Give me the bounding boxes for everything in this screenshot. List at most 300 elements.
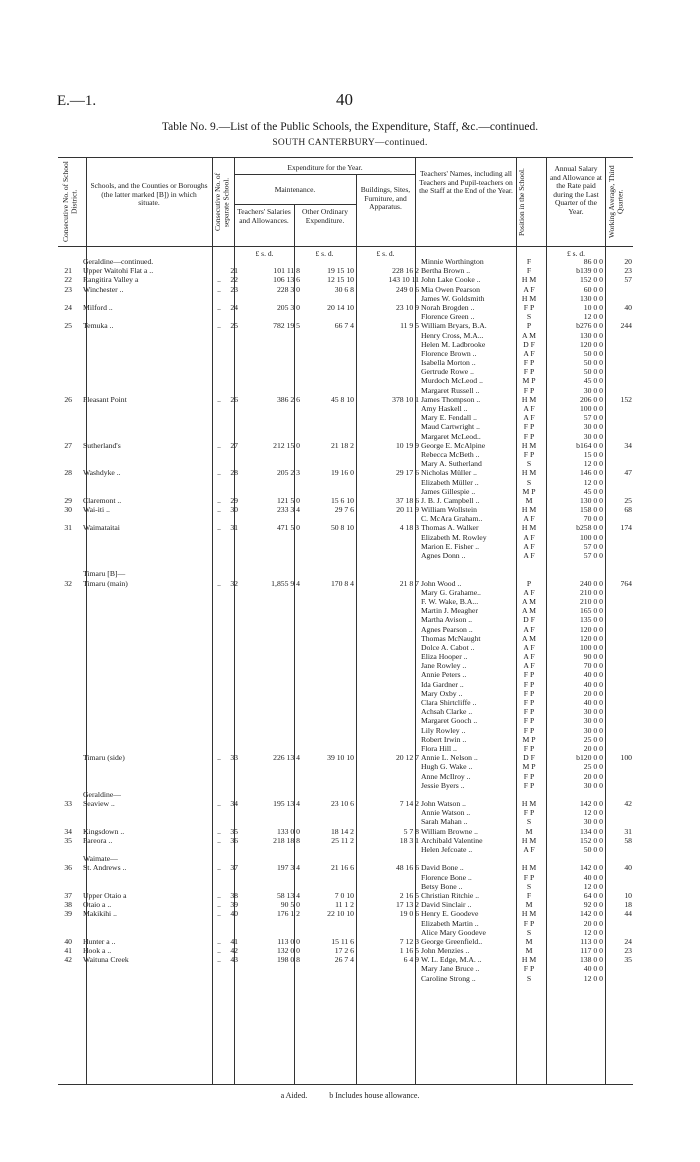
teacher-name: Rebecca McBeth .. [421, 449, 480, 459]
buildings-cell: 6 4 9 [403, 955, 419, 965]
leader-dots: .. [217, 468, 221, 478]
teachers-salaries-cell: 471 5 0 [276, 523, 300, 533]
annual-salary-cell: 130 0 0 [579, 330, 603, 340]
position-cell: F P [523, 872, 535, 882]
teacher-name: Henry E. Goodeve [421, 909, 479, 919]
buildings-cell: 37 18 6 [395, 495, 419, 505]
other-expenditure-cell: 12 15 10 [327, 275, 354, 285]
teacher-name: Norah Brogden .. [421, 302, 475, 312]
annual-salary-cell: 15 0 0 [583, 449, 603, 459]
working-average-cell: 42 [624, 799, 632, 809]
teachers-salaries-cell: 121 5 0 [276, 495, 300, 505]
consec-school-no: 39 [230, 900, 238, 910]
teacher-name: John Menzies .. [421, 946, 470, 956]
annual-salary-cell: 142 0 0 [579, 909, 603, 919]
teacher-name: Florence Green .. [421, 312, 475, 322]
consec-district-no: 27 [64, 440, 72, 450]
school-name: Sutherland's [83, 440, 121, 450]
consec-school-no: 40 [230, 909, 238, 919]
teacher-name: John Lake Cooke .. [421, 275, 481, 285]
working-average-cell: 174 [620, 523, 632, 533]
position-cell: H M [521, 835, 537, 845]
teacher-name: Agnes Donn .. [421, 551, 466, 560]
table-row [58, 762, 633, 771]
position-cell: A F [523, 284, 535, 294]
annual-salary-cell: 206 0 0 [579, 394, 603, 404]
position-cell: A M [522, 606, 536, 616]
position-cell: F P [523, 367, 535, 377]
teacher-name: Elizabeth Müller .. [421, 477, 479, 487]
consec-district-no: 40 [64, 936, 72, 946]
table-body [58, 257, 633, 983]
leader-dots: .. [217, 835, 221, 845]
leader-dots: .. [217, 753, 221, 763]
teachers-salaries-cell: 101 11 8 [273, 266, 300, 276]
teacher-name: Sarah Mahan .. [421, 817, 468, 827]
other-expenditure-cell: 17 2 6 [334, 946, 354, 956]
annual-salary-cell: 86 0 0 [583, 257, 603, 266]
consec-district-no: 30 [64, 505, 72, 515]
school-name: Rangitira Valley a [83, 275, 139, 285]
position-cell: D F [523, 615, 535, 625]
teacher-name: George E. McAlpine [421, 440, 486, 450]
position-cell: F P [523, 743, 535, 753]
consec-school-no: 36 [230, 835, 238, 845]
table-row [58, 854, 633, 863]
table-row [58, 478, 633, 487]
annual-salary-cell: 142 0 0 [579, 863, 603, 873]
consec-district-no: 38 [64, 900, 72, 910]
table-row [58, 919, 633, 928]
consec-district-no: 37 [64, 890, 72, 900]
annual-salary-cell: 30 0 0 [583, 725, 603, 735]
header-expenditure: Expenditure for the Year. [287, 163, 363, 172]
leader-dots: .. [217, 394, 221, 404]
teachers-salaries-cell: 218 18 8 [273, 835, 300, 845]
consec-school-no: 29 [230, 495, 238, 505]
working-average-cell: 764 [620, 578, 632, 588]
table-row [58, 680, 633, 689]
annual-salary-cell: 152 0 0 [579, 275, 603, 285]
position-cell: F P [523, 679, 535, 689]
annual-salary-cell: 100 0 0 [579, 404, 603, 413]
annual-salary-cell: 64 0 0 [583, 890, 603, 900]
position-cell: H M [521, 799, 537, 809]
annual-salary-cell: 165 0 0 [579, 606, 603, 616]
teacher-name: Annie L. Nelson .. [421, 753, 478, 763]
position-cell: H M [521, 909, 537, 919]
position-cell: F P [523, 422, 535, 432]
annual-salary-cell: 70 0 0 [583, 514, 603, 524]
teacher-name: Florence Brown .. [421, 348, 477, 358]
consec-school-no: 34 [230, 799, 238, 809]
annual-salary-cell: 40 0 0 [583, 679, 603, 689]
teachers-salaries-cell: 782 19 5 [273, 321, 300, 331]
annual-salary-cell: 30 0 0 [583, 707, 603, 717]
position-cell: F P [523, 716, 535, 726]
consec-district-no: 31 [64, 523, 72, 533]
annual-salary-cell: 12 0 0 [583, 312, 603, 322]
leader-dots: .. [217, 302, 221, 312]
position-cell: A F [523, 348, 535, 358]
header-teachers-salaries: Teachers' Salaries and Allowances. [237, 207, 291, 225]
annual-salary-cell: 20 0 0 [583, 688, 603, 698]
teacher-name: Mary A. Sutherland [421, 459, 482, 469]
other-expenditure-cell: 7 0 10 [334, 890, 354, 900]
working-average-cell: 40 [624, 302, 632, 312]
position-cell: A F [523, 532, 535, 542]
position-cell: H M [521, 955, 537, 965]
annual-salary-cell: 40 0 0 [583, 964, 603, 974]
position-cell: H M [521, 523, 537, 533]
table-row [58, 974, 633, 983]
table-row [58, 606, 633, 615]
position-cell: F P [523, 449, 535, 459]
leader-dots: .. [217, 275, 221, 285]
table-row [58, 735, 633, 744]
school-name: Milford .. [83, 302, 113, 312]
annual-salary-cell: 57 0 0 [583, 413, 603, 423]
annual-salary-cell: 130 0 0 [579, 293, 603, 303]
table-row [58, 753, 633, 762]
position-cell: F P [523, 707, 535, 717]
position-cell: F P [523, 688, 535, 698]
teacher-name: John Wood .. [421, 578, 462, 588]
table-row [58, 505, 633, 514]
table-row [58, 643, 633, 652]
table-row [58, 579, 633, 588]
table-row [58, 909, 633, 918]
table-row [58, 726, 633, 735]
buildings-cell: 143 10 11 [388, 275, 419, 285]
table-row [58, 542, 633, 551]
teacher-name: Lily Rowley .. [421, 725, 466, 735]
annual-salary-cell: 12 0 0 [583, 808, 603, 818]
school-name: Temuka .. [83, 321, 114, 331]
annual-salary-cell: 146 0 0 [579, 468, 603, 478]
working-average-cell: 35 [624, 955, 632, 965]
leader-dots: .. [217, 909, 221, 919]
working-average-cell: 31 [624, 826, 632, 836]
teacher-name: George Greenfield.. [421, 936, 483, 946]
consec-district-no: 35 [64, 835, 72, 845]
table-row [58, 285, 633, 294]
buildings-cell: 249 0 6 [395, 284, 419, 294]
school-name: Seaview .. [83, 799, 115, 809]
position-cell: P [526, 578, 532, 588]
working-average-cell: 57 [624, 275, 632, 285]
table-row [58, 275, 633, 284]
table-row [58, 670, 633, 679]
school-name: Waituna Creek [83, 955, 129, 965]
other-expenditure-cell: 39 10 10 [327, 753, 354, 763]
annual-salary-cell: 120 0 0 [579, 633, 603, 643]
annual-salary-cell: 240 0 0 [579, 578, 603, 588]
annual-salary-cell: 12 0 0 [583, 973, 603, 983]
annual-salary-cell: 12 0 0 [583, 459, 603, 469]
buildings-cell: 7 12 3 [399, 936, 419, 946]
teacher-name: Mary Oxby .. [421, 688, 463, 698]
consec-district-no: 23 [64, 284, 72, 294]
teacher-name: David Bone .. [421, 863, 464, 873]
annual-salary-cell: 20 0 0 [583, 743, 603, 753]
teacher-name: Marion E. Fisher .. [421, 541, 480, 551]
header-teachers-names: Teachers' Names, including all Teachers and Pupil-teachers on the Staff at the End of the Year. [419, 169, 513, 195]
teacher-name: Jane Rowley .. [421, 661, 467, 671]
position-cell: A F [523, 551, 535, 560]
annual-salary-cell: 40 0 0 [583, 698, 603, 707]
teacher-name: Mia Owen Pearson [421, 284, 480, 294]
annual-salary-cell: 12 0 0 [583, 477, 603, 487]
table-row [58, 386, 633, 395]
table-row [58, 707, 633, 716]
teacher-name: Maud Cartwright .. [421, 422, 480, 432]
position-cell: F P [523, 918, 535, 928]
table-row [58, 873, 633, 882]
leader-dots: .. [217, 900, 221, 910]
annual-salary-cell: 135 0 0 [579, 615, 603, 625]
header-maintenance: Maintenance. [274, 185, 316, 194]
table-row [58, 946, 633, 955]
consec-school-no: 41 [230, 936, 238, 946]
working-average-cell: 68 [624, 505, 632, 515]
consec-school-no: 38 [230, 890, 238, 900]
position-cell: M [525, 826, 533, 836]
table-row [58, 312, 633, 321]
teachers-salaries-cell: 198 0 8 [276, 955, 300, 965]
annual-salary-cell: 45 0 0 [583, 486, 603, 496]
teacher-name: James Thompson .. [421, 394, 481, 404]
page-number: 40 [336, 90, 353, 109]
working-average-cell: 40 [624, 863, 632, 873]
position-cell: A M [522, 596, 536, 606]
buildings-cell: 11 9 5 [400, 321, 419, 331]
annual-salary-cell: 45 0 0 [583, 376, 603, 386]
teacher-name: Thomas A. Walker [421, 523, 479, 533]
annual-salary-cell: 134 0 0 [579, 826, 603, 836]
header-consec-school: Consecutive No. of separate School. [213, 172, 231, 232]
working-average-cell: 25 [624, 495, 632, 505]
table-row [58, 817, 633, 826]
footnotes [0, 1091, 700, 1100]
table-row [58, 367, 633, 376]
other-expenditure-cell: 15 11 6 [331, 936, 354, 946]
annual-salary-cell: 20 0 0 [583, 918, 603, 928]
buildings-cell: 23 10 9 [395, 302, 419, 312]
position-cell: F P [523, 771, 535, 781]
position-cell: F [526, 890, 532, 900]
leader-dots: .. [217, 826, 221, 836]
table-row [58, 652, 633, 661]
annual-salary-cell: 138 0 0 [579, 955, 603, 965]
annual-salary-cell: 57 0 0 [583, 551, 603, 560]
teacher-name: Margaret Gooch .. [421, 716, 478, 726]
teacher-name: Alice Mary Goodeve [421, 927, 486, 937]
position-cell: M P [522, 376, 536, 386]
working-average-cell: 34 [624, 440, 632, 450]
annual-salary-cell: 25 0 0 [583, 762, 603, 772]
table-row [58, 413, 633, 422]
leader-dots: .. [217, 523, 221, 533]
consec-school-no: 26 [230, 394, 238, 404]
teacher-name: Betsy Bone .. [421, 881, 463, 891]
buildings-cell: 20 12 7 [395, 753, 419, 763]
teachers-salaries-cell: 228 3 0 [276, 284, 300, 294]
teacher-name: Anne McIlroy .. [421, 771, 471, 781]
working-average-cell: 58 [624, 835, 632, 845]
table-row [58, 468, 633, 477]
other-expenditure-cell: 18 14 2 [330, 826, 354, 836]
teacher-name: W. L. Edge, M.A. .. [421, 955, 482, 965]
teacher-name: Agnes Pearson .. [421, 624, 473, 634]
table-row [58, 744, 633, 753]
school-name: St. Andrews .. [83, 863, 127, 873]
table-row [58, 331, 633, 340]
position-cell: M P [522, 486, 536, 496]
header-schools: Schools, and the Counties or Boroughs (the latter marked [B]) in which situate. [90, 181, 208, 207]
position-cell: M P [522, 762, 536, 772]
table-row [58, 964, 633, 973]
buildings-cell: 10 19 9 [395, 440, 419, 450]
position-cell: M [525, 495, 533, 505]
table-row [58, 716, 633, 725]
table-row [58, 487, 633, 496]
leader-dots: .. [217, 890, 221, 900]
consec-school-no: 43 [230, 955, 238, 965]
buildings-cell: 1 16 5 [399, 946, 419, 956]
annual-salary-cell: 20 0 0 [583, 771, 603, 781]
consec-district-no: 26 [64, 394, 72, 404]
position-cell: S [526, 881, 532, 891]
units-salaries: £ s. d. [255, 249, 274, 258]
table-row [58, 799, 633, 808]
buildings-cell: 378 10 1 [392, 394, 419, 404]
annual-salary-cell: 30 0 0 [583, 716, 603, 726]
teacher-name: C. McAra Graham.. [421, 514, 483, 524]
teachers-salaries-cell: 132 0 0 [276, 946, 300, 956]
table-row [58, 294, 633, 303]
table-row [58, 514, 633, 523]
consec-district-no: 34 [64, 826, 72, 836]
consec-school-no: 42 [230, 946, 238, 956]
position-cell: M P [522, 734, 536, 744]
other-expenditure-cell: 30 6 8 [334, 284, 354, 294]
leader-dots: .. [217, 284, 221, 294]
teacher-name: William Wollstein [421, 505, 477, 515]
leader-dots: .. [217, 936, 221, 946]
position-cell: F [526, 266, 532, 276]
consec-school-no: 25 [230, 321, 238, 331]
table-row [58, 808, 633, 817]
header-position: Position in the School. [517, 168, 526, 236]
teachers-salaries-cell: 212 15 0 [273, 440, 300, 450]
consec-district-no: 29 [64, 495, 72, 505]
table-row [58, 625, 633, 634]
teacher-name: Archibald Valentine [421, 835, 483, 845]
table-row [58, 772, 633, 781]
teacher-name: Martin J. Meagher [421, 606, 478, 616]
working-average-cell: 244 [620, 321, 632, 331]
annual-salary-cell: 92 0 0 [583, 900, 603, 910]
teacher-name: Mary E. Fendall .. [421, 413, 477, 423]
table-row [58, 863, 633, 872]
teacher-name: J. B. J. Campbell .. [421, 495, 480, 505]
school-name: Upper Otaio a [83, 890, 127, 900]
annual-salary-cell: 70 0 0 [583, 661, 603, 671]
annual-salary-cell: b276 0 0 [576, 321, 603, 331]
table-row [58, 597, 633, 606]
school-name: Timaru (side) [83, 753, 125, 763]
position-cell: H M [521, 505, 537, 515]
school-name: Claremont .. [83, 495, 122, 505]
annual-salary-cell: 158 0 0 [579, 505, 603, 515]
units-buildings: £ s. d. [376, 249, 395, 258]
teachers-salaries-cell: 106 13 6 [273, 275, 300, 285]
position-cell: F P [523, 670, 535, 680]
position-cell: P [526, 321, 532, 331]
annual-salary-cell: 50 0 0 [583, 348, 603, 358]
header-other-expenditure: Other Ordinary Expenditure. [301, 207, 349, 225]
annual-salary-cell: 130 0 0 [579, 495, 603, 505]
teacher-name: Annie Watson .. [421, 808, 471, 818]
table-row [58, 900, 633, 909]
consec-district-no: 36 [64, 863, 72, 873]
consec-school-no: 31 [230, 523, 238, 533]
position-cell: F P [523, 358, 535, 368]
header-consec-district: Consecutive No. of School District. [61, 161, 79, 243]
table-row [58, 615, 633, 624]
annual-salary-cell: 30 0 0 [583, 422, 603, 432]
teacher-name: William Browne .. [421, 826, 478, 836]
other-expenditure-cell: 25 11 2 [331, 835, 354, 845]
position-cell: S [526, 927, 532, 937]
working-average-cell: 24 [624, 936, 632, 946]
working-average-cell: 23 [624, 946, 632, 956]
position-cell: S [526, 459, 532, 469]
teachers-salaries-cell: 58 13 4 [276, 890, 300, 900]
school-name: Pleasant Point [83, 394, 127, 404]
annual-salary-cell: 30 0 0 [583, 780, 603, 790]
annual-salary-cell: 10 0 0 [583, 302, 603, 312]
teachers-salaries-cell: 195 13 4 [273, 799, 300, 809]
table-row [58, 634, 633, 643]
consec-school-no: 28 [230, 468, 238, 478]
working-average-cell: 20 [624, 257, 632, 266]
annual-salary-cell: 12 0 0 [583, 881, 603, 891]
table-row [58, 781, 633, 790]
leader-dots: .. [217, 578, 221, 588]
teacher-name: Minnie Worthington [421, 257, 484, 266]
teacher-name: Jessie Byers .. [421, 780, 465, 790]
table-row [58, 349, 633, 358]
teacher-name: Gertrude Rowe .. [421, 367, 474, 377]
working-average-cell: 44 [624, 909, 632, 919]
other-expenditure-cell: 45 8 10 [330, 394, 354, 404]
school-name: Upper Waitohi Flat a .. [83, 266, 154, 276]
other-expenditure-cell: 29 7 6 [334, 505, 354, 515]
table-row [58, 827, 633, 836]
annual-salary-cell: 30 0 0 [583, 431, 603, 441]
position-cell: A F [523, 404, 535, 413]
teacher-name: Clara Shirtcliffe .. [421, 698, 477, 707]
other-expenditure-cell: 21 18 2 [330, 440, 354, 450]
teacher-name: William Bryars, B.A. [421, 321, 487, 331]
position-cell: F P [523, 964, 535, 974]
position-cell: H M [521, 468, 537, 478]
buildings-cell: 48 16 6 [395, 863, 419, 873]
position-cell: F P [523, 780, 535, 790]
teacher-name: David Sinclair .. [421, 900, 472, 910]
